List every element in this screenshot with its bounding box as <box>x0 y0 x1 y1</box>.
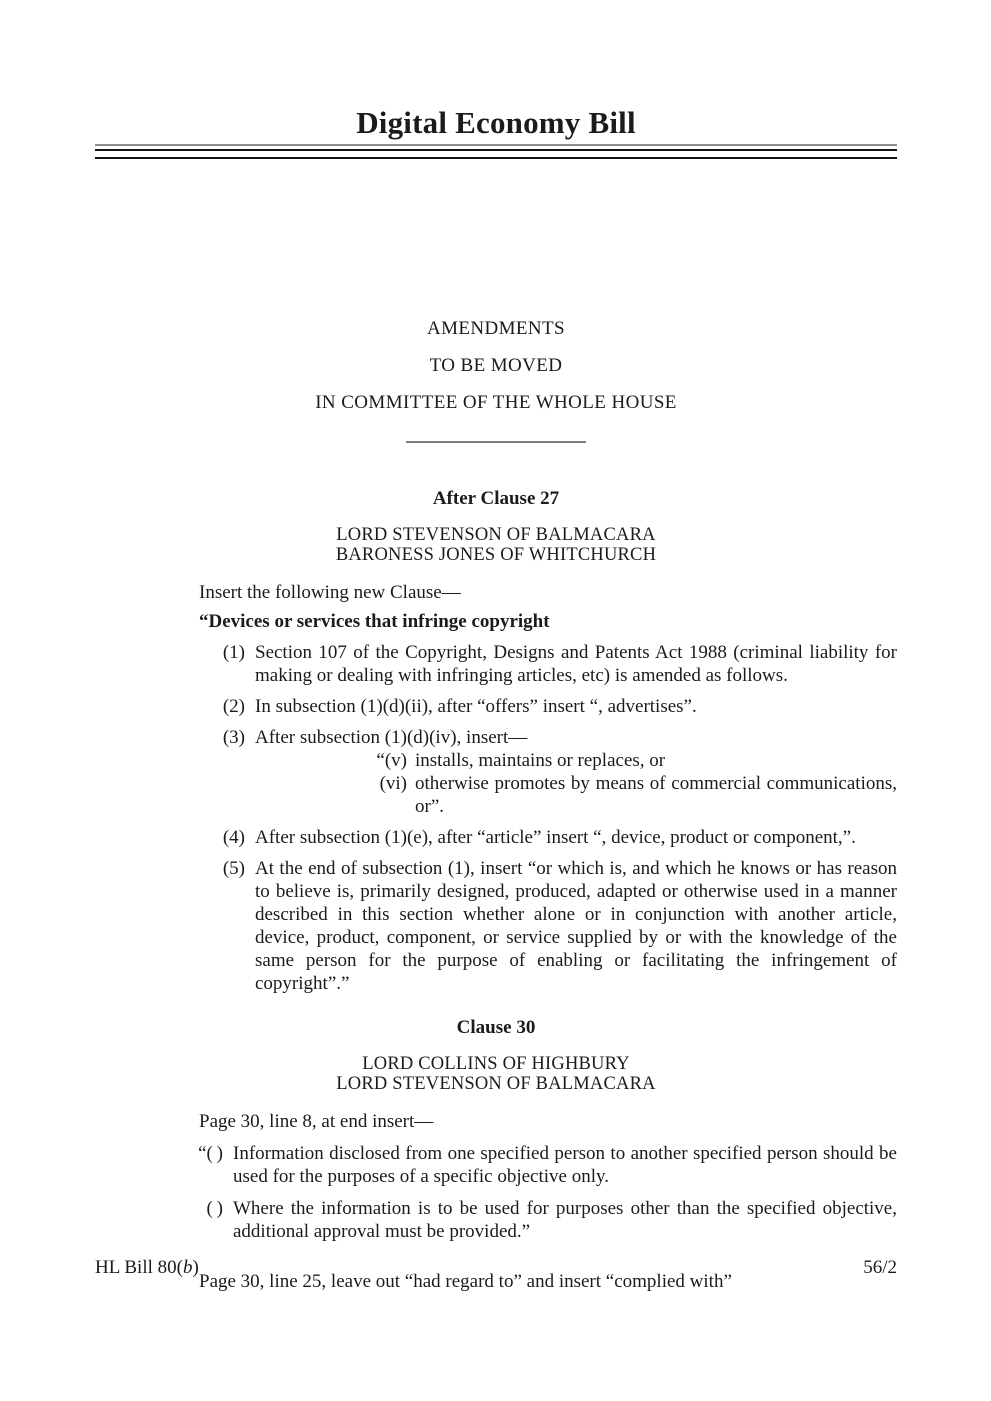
sponsor-name: LORD COLLINS OF HIGHBURY <box>362 1054 630 1074</box>
item-number: (4) <box>222 827 245 848</box>
item-number: (2) <box>222 696 245 717</box>
amendment-lead-in: Page 30, line 8, at end insert— <box>199 1111 434 1132</box>
amendment-item-4 <box>222 826 897 849</box>
title-rule-thick-line <box>95 149 897 159</box>
title-rule-thin-line <box>95 144 897 146</box>
subitem-text: installs, maintains or replaces, or <box>415 750 666 771</box>
subitem-number: (vi) <box>379 773 407 794</box>
bill-number-suffix: ) <box>192 1257 199 1278</box>
amendment-sheet-number: 56/2 <box>863 1257 897 1278</box>
amendment-item-1 <box>222 641 897 687</box>
amendment-subsection-2 <box>206 1197 897 1243</box>
item-number: “( ) <box>198 1143 223 1164</box>
item-number: ( ) <box>206 1198 223 1219</box>
amendments-header-line-1: AMENDMENTS <box>426 318 566 339</box>
sponsor-name: BARONESS JONES OF WHITCHURCH <box>335 544 657 565</box>
title-rule <box>95 144 897 159</box>
amendments-header-line-3: IN COMMITTEE OF THE WHOLE HOUSE <box>315 392 677 413</box>
item-number: (3) <box>222 727 245 748</box>
amendment-subitem-v <box>376 749 897 772</box>
amendment-item-2 <box>222 695 897 718</box>
page-footer <box>95 1256 897 1279</box>
item-text: After subsection (1)(d)(iv), insert— <box>255 727 528 748</box>
item-text: At the end of subsection (1), insert “or which is, and which he knows or has reason to believe is, primarily designed, produced, adapted or otherwise used in a manner described in this section whether alone or in conjunction with another article, device, product, component, or service supplied by or with the knowledge of the same person for the purpose of enabling or facilitating the infringement of copyright”.” <box>255 858 897 994</box>
amendments-header <box>95 317 897 414</box>
section-separator-rule <box>406 441 586 443</box>
sponsor-list <box>95 1055 897 1094</box>
clause-heading-clause-30: Clause 30 <box>456 1017 536 1038</box>
amendment-lead-in-line-25: Page 30, line 25, leave out “had regard to” and insert “complied with” <box>199 1271 732 1292</box>
item-text: In subsection (1)(d)(ii), after “offers” insert “, advertises”. <box>255 696 697 717</box>
item-number: (1) <box>222 642 245 663</box>
item-text: Where the information is to be used for purposes other than the specified objective, additional approval must be provided.” <box>233 1198 897 1242</box>
sponsor-name: LORD STEVENSON OF BALMACARA <box>336 525 656 545</box>
amendment-item-3 <box>222 726 897 818</box>
sponsor-name: LORD STEVENSON OF BALMACARA <box>336 1073 656 1094</box>
subitem-text: otherwise promotes by means of commercial communications, or”. <box>415 773 897 817</box>
amendment-subsection-1 <box>198 1142 897 1188</box>
bill-number-italic: b <box>182 1257 193 1278</box>
amendments-header-line-2: TO BE MOVED <box>429 355 563 376</box>
item-text: After subsection (1)(e), after “article” insert “, device, product or component,”. <box>255 827 856 848</box>
amendment-lead-in: Insert the following new Clause— <box>199 582 461 603</box>
clause-heading-after-clause-27: After Clause 27 <box>432 488 560 509</box>
item-number: (5) <box>222 858 245 879</box>
amendment-item-5 <box>222 857 897 995</box>
amendment-subitem-vi <box>379 772 897 818</box>
new-clause-title: “Devices or services that infringe copyright <box>199 611 550 632</box>
subitem-number: “(v) <box>376 750 407 771</box>
document-title: Digital Economy Bill <box>356 105 636 140</box>
item-text: Information disclosed from one specified person to another specified person should be used for the purposes of a specific objective only. <box>233 1143 897 1187</box>
bill-number-prefix: HL Bill 80( <box>95 1257 183 1278</box>
sponsor-list <box>95 526 897 565</box>
bill-number <box>95 1256 199 1279</box>
item-text: Section 107 of the Copyright, Designs and Patents Act 1988 (criminal liability for making or dealing with infringing articles, etc) is amended as follows. <box>255 642 897 686</box>
